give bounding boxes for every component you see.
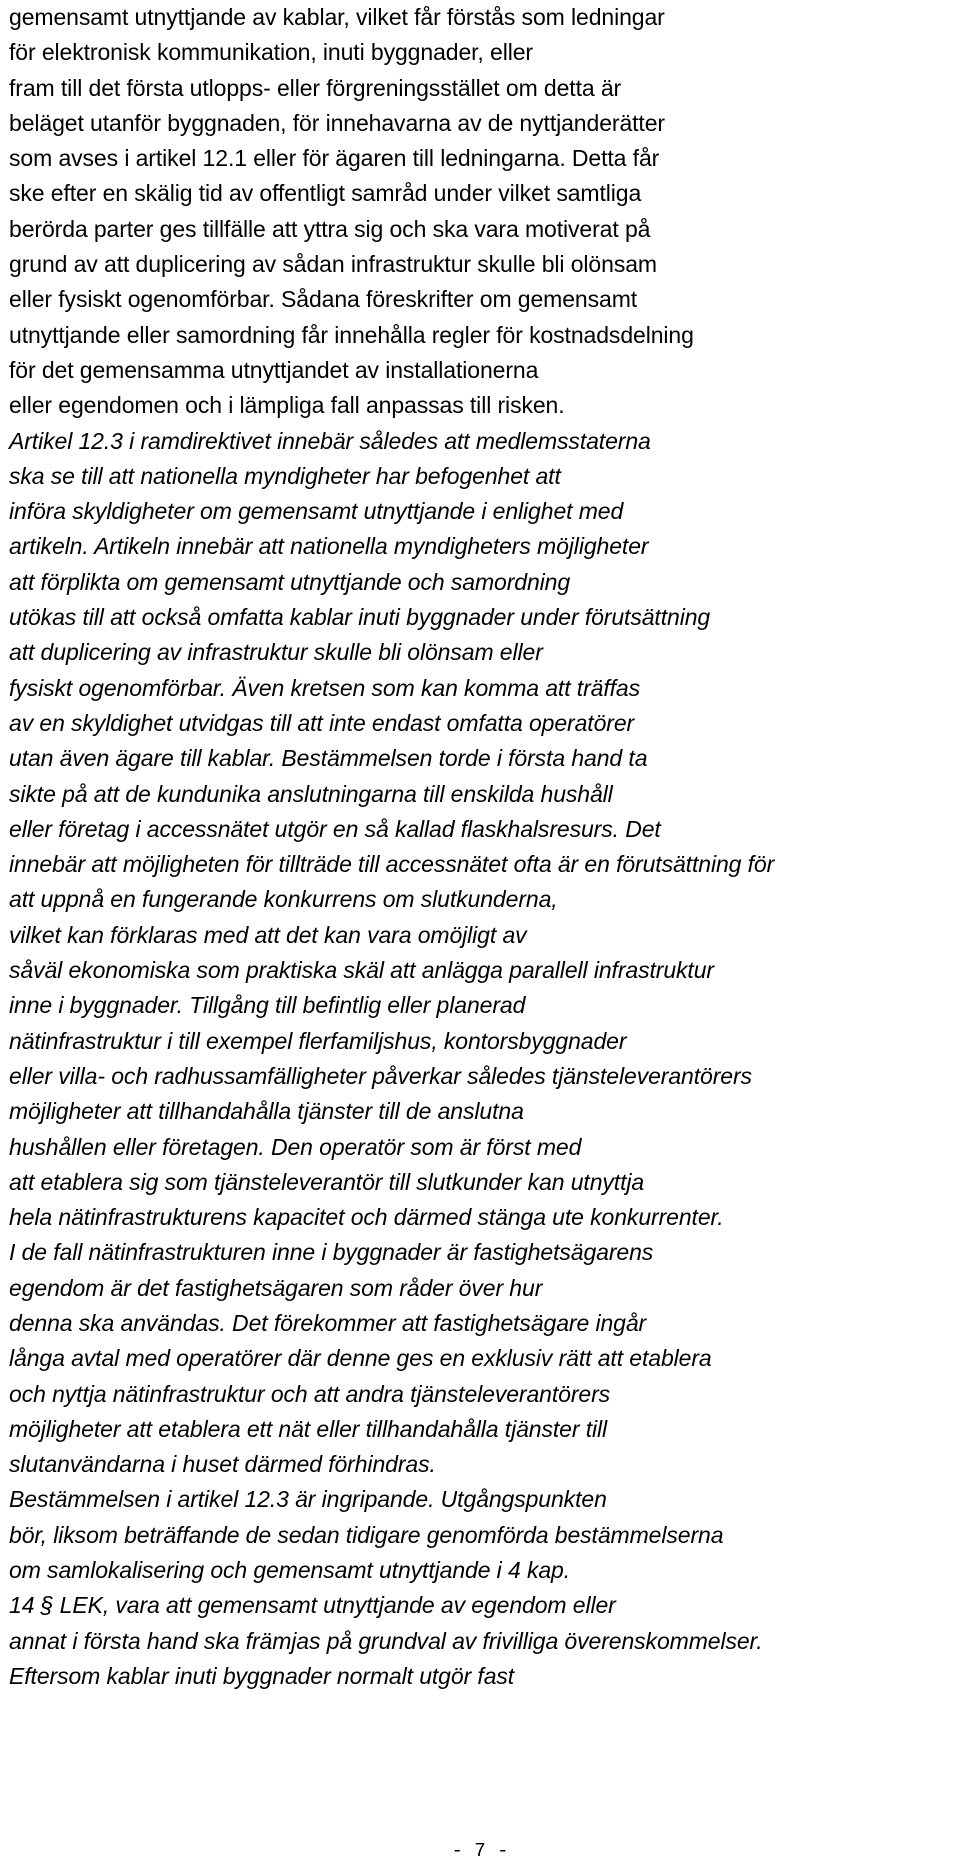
text-segment: utan även ägare till kablar. Bestämmelsen torde i första hand ta: [9, 745, 648, 772]
text-line: [9, 388, 954, 423]
text-segment: grund av att duplicering av sådan infrastruktur skulle bli olönsam: [9, 251, 657, 278]
text-line: [9, 247, 954, 282]
text-line: [9, 706, 954, 741]
text-line: [9, 1271, 954, 1306]
text-line: [9, 1235, 954, 1270]
text-line: [9, 1059, 954, 1094]
text-line: [9, 918, 954, 953]
text-line: [9, 71, 954, 106]
text-segment: sikte på att de kundunika anslutningarna till enskilda hushåll: [9, 780, 613, 807]
text-line: [9, 741, 954, 776]
page-number: - 7 -: [451, 1840, 509, 1862]
text-segment: denna ska användas. Det förekommer att fastighetsägare ingår: [9, 1309, 647, 1336]
text-segment: fysiskt ogenomförbar. Även kretsen som kan komma att träffas: [9, 674, 641, 701]
text-line: [9, 1659, 954, 1694]
text-line: [9, 424, 954, 459]
text-segment: nätinfrastruktur i till exempel flerfamiljshus, kontorsbyggnader: [9, 1027, 627, 1054]
text-segment: I de fall nätinfrastrukturen inne i byggnader är fastighetsägarens: [9, 1239, 654, 1266]
text-segment: inne i byggnader. Tillgång till befintlig eller planerad: [9, 992, 526, 1019]
text-segment: att förplikta om gemensamt utnyttjande och samordning: [9, 568, 571, 595]
text-line: [9, 1341, 954, 1376]
text-segment: för det gemensamma utnyttjandet av installationerna: [9, 356, 539, 383]
text-segment: och nyttja nätinfrastruktur och att andra tjänsteleverantörers: [9, 1380, 611, 1407]
text-line: [9, 353, 954, 388]
text-segment: eller fysiskt ogenomförbar. Sådana föreskrifter om gemensamt: [9, 286, 638, 313]
text-segment: möjligheter att tillhandahålla tjänster till de anslutna: [9, 1098, 524, 1125]
text-line: [9, 953, 954, 988]
text-segment: ske efter en skälig tid av offentligt samråd under vilket samtliga: [9, 180, 642, 207]
text-segment: om samlokalisering och gemensamt utnyttjande i 4 kap.: [9, 1557, 571, 1584]
text-line: [9, 1024, 954, 1059]
text-line: [9, 988, 954, 1023]
text-line: [9, 600, 954, 635]
text-segment: ska se till att nationella myndigheter har befogenhet att: [9, 462, 561, 489]
text-line: [9, 459, 954, 494]
text-segment: eller företag i accessnätet utgör en så kallad flaskhalsresurs. Det: [9, 815, 661, 842]
text-segment: Artikel 12.3 i ramdirektivet innebär således att medlemsstaterna: [9, 427, 651, 454]
text-segment: för elektronisk kommunikation, inuti byggnader, eller: [9, 39, 533, 66]
text-line: [9, 1553, 954, 1588]
text-segment: att duplicering av infrastruktur skulle bli olönsam eller: [9, 639, 543, 666]
text-segment: såväl ekonomiska som praktiska skäl att anlägga parallell infrastruktur: [9, 957, 714, 984]
text-line: [9, 882, 954, 917]
text-line: [9, 812, 954, 847]
text-segment: införa skyldigheter om gemensamt utnyttjande i enlighet med: [9, 498, 624, 525]
text-segment: annat i första hand ska främjas på grundval av frivilliga överenskommelser.: [9, 1627, 763, 1654]
text-line: [9, 0, 954, 35]
text-line: [9, 1447, 954, 1482]
text-segment: artikeln. Artikeln innebär att nationella myndigheters möjligheter: [9, 533, 649, 560]
text-line: [9, 1377, 954, 1412]
text-segment: berörda parter ges tillfälle att yttra sig och ska vara motiverat på: [9, 215, 651, 242]
text-line: [9, 212, 954, 247]
text-segment: Bestämmelsen i artikel 12.3 är ingripande. Utgångspunkten: [9, 1486, 607, 1513]
text-segment: vilket kan förklaras med att det kan vara omöjligt av: [9, 921, 527, 948]
text-segment: beläget utanför byggnaden, för innehavarna av de nyttjanderätter: [9, 109, 665, 136]
text-segment: hela nätinfrastrukturens kapacitet och därmed stänga ute konkurrenter.: [9, 1204, 724, 1231]
text-line: [9, 777, 954, 812]
text-line: [9, 282, 954, 317]
text-segment: som avses i artikel 12.1 eller för ägaren till ledningarna. Detta får: [9, 145, 660, 172]
text-segment: utökas till att också omfatta kablar inuti byggnader under förutsättning: [9, 604, 711, 631]
text-line: [9, 318, 954, 353]
text-segment: Eftersom kablar inuti byggnader normalt utgör fast: [9, 1662, 515, 1689]
text-line: [9, 35, 954, 70]
text-line: [9, 1412, 954, 1447]
text-line: [9, 635, 954, 670]
text-segment: att etablera sig som tjänsteleverantör till slutkunder kan utnyttja: [9, 1168, 645, 1195]
text-segment: möjligheter att etablera ett nät eller tillhandahålla tjänster till: [9, 1415, 608, 1442]
text-line: [9, 1165, 954, 1200]
text-segment: utnyttjande eller samordning får innehålla regler för kostnadsdelning: [9, 321, 694, 348]
text-line: [9, 1482, 954, 1517]
text-segment: slutanvändarna i huset därmed förhindras.: [9, 1451, 436, 1478]
text-segment: hushållen eller företagen. Den operatör som är först med: [9, 1133, 582, 1160]
body-text: [9, 0, 954, 1694]
text-line: [9, 1200, 954, 1235]
text-line: [9, 106, 954, 141]
text-segment: att uppnå en fungerande konkurrens om slutkunderna,: [9, 886, 558, 913]
text-segment: av en skyldighet utvidgas till att inte endast omfatta operatörer: [9, 709, 635, 736]
text-segment: långa avtal med operatörer där denne ges en exklusiv rätt att etablera: [9, 1345, 712, 1372]
text-line: [9, 1306, 954, 1341]
text-segment: eller villa- och radhussamfälligheter påverkar således tjänsteleverantörers: [9, 1062, 752, 1089]
text-line: [9, 671, 954, 706]
text-segment: eller egendomen och i lämpliga fall anpassas till risken.: [9, 392, 565, 419]
text-line: [9, 1624, 954, 1659]
text-segment: gemensamt utnyttjande av kablar, vilket får förstås som ledningar: [9, 4, 665, 30]
text-segment: bör, liksom beträffande de sedan tidigare genomförda bestämmelserna: [9, 1521, 724, 1548]
text-segment: fram till det första utlopps- eller förgreningsstället om detta är: [9, 74, 622, 101]
text-line: [9, 529, 954, 564]
text-line: [9, 141, 954, 176]
text-line: [9, 565, 954, 600]
text-line: [9, 1588, 954, 1623]
text-line: [9, 176, 954, 211]
text-segment: 14 § LEK, vara att gemensamt utnyttjande av egendom eller: [9, 1592, 616, 1619]
text-line: [9, 494, 954, 529]
text-line: [9, 1094, 954, 1129]
text-line: [9, 1518, 954, 1553]
text-segment: innebär att möjligheten för tillträde till accessnätet ofta är en förutsättning för: [9, 851, 775, 878]
text-line: [9, 1130, 954, 1165]
text-line: [9, 847, 954, 882]
text-segment: egendom är det fastighetsägaren som råder över hur: [9, 1274, 543, 1301]
